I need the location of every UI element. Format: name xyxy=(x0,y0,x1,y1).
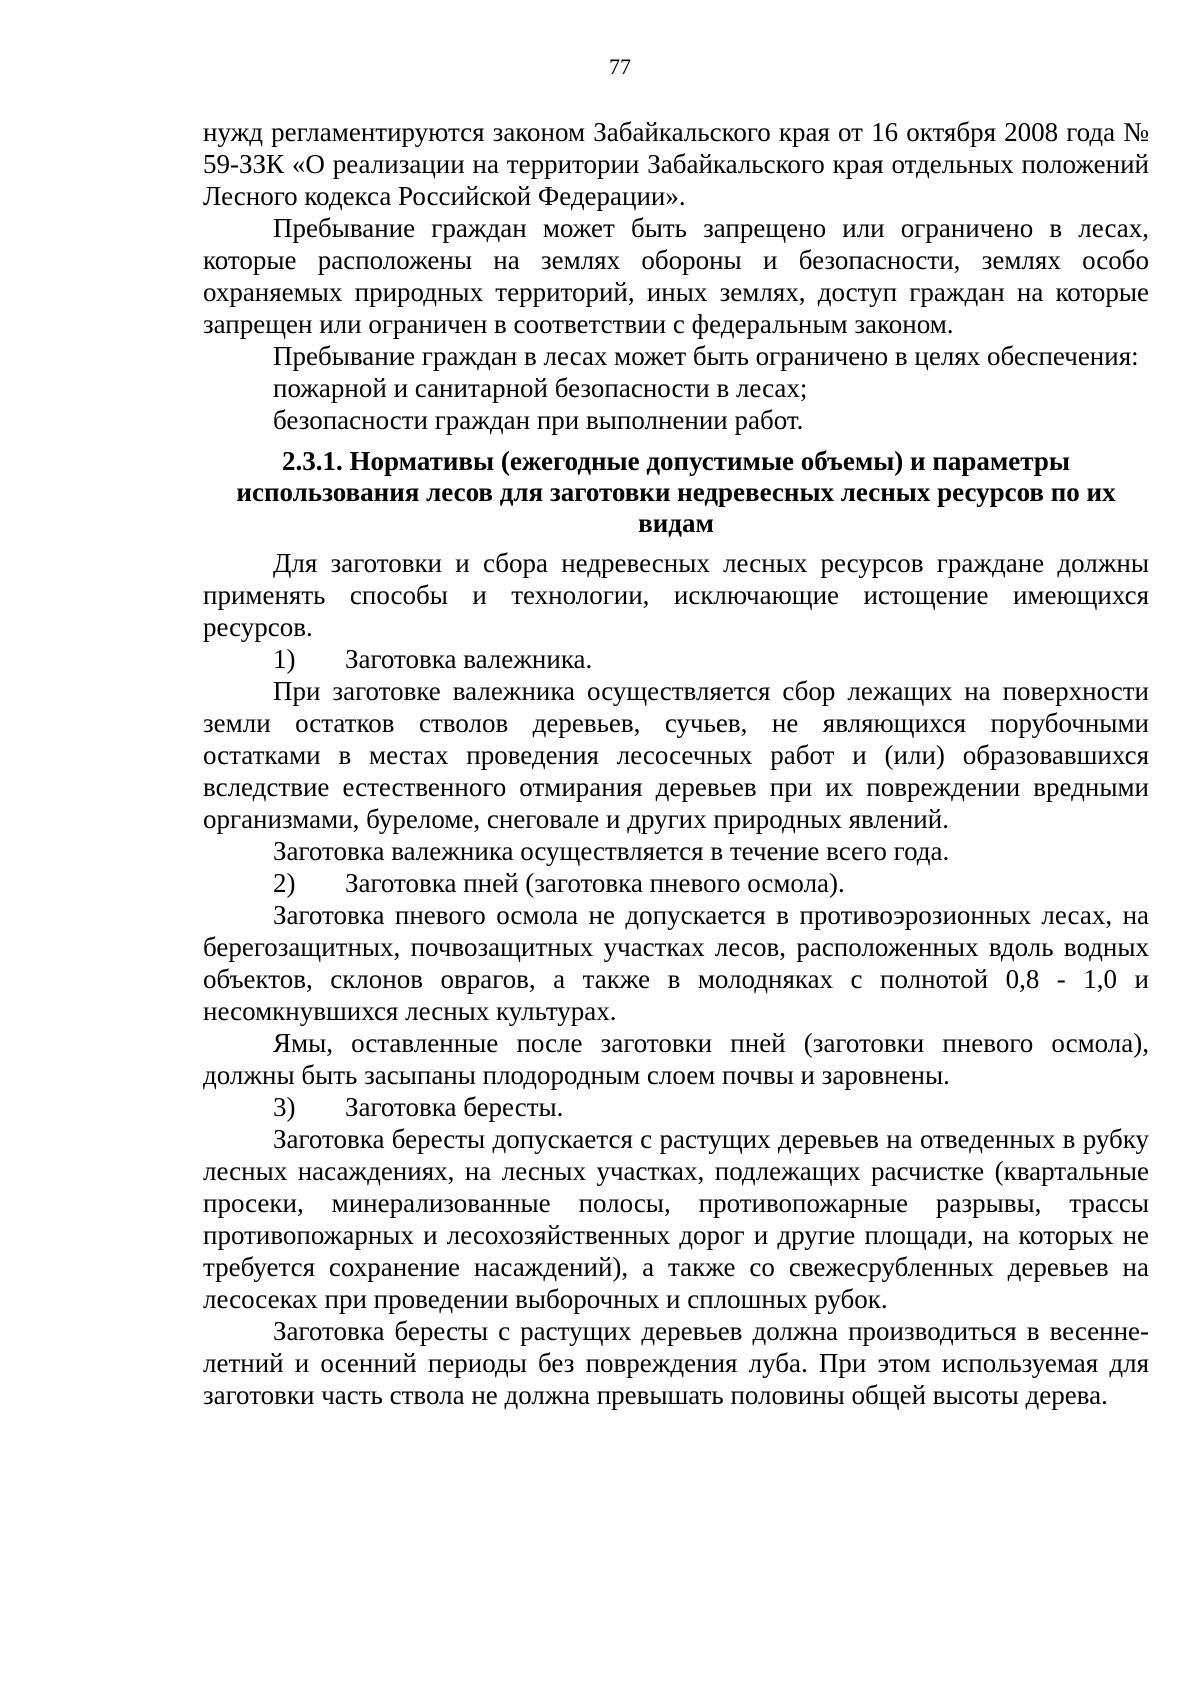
page-body xyxy=(203,116,1149,1411)
numbered-item-stumps xyxy=(203,867,1149,899)
paragraph-intro: нужд регламентируются законом Забайкальского края от 16 октября 2008 года № 59-ЗЗК «О реализации на территории Забайкальского края отдельных положений Лесного кодекса Российской Федерации». xyxy=(203,117,1149,211)
item-number: 3) xyxy=(273,1092,296,1122)
section-heading xyxy=(203,446,1149,539)
paragraph-stay-limited: Пребывание граждан в лесах может быть ограничено в целях обеспечения: xyxy=(273,341,1139,371)
paragraph-deadwood-period: Заготовка валежника осуществляется в течение всего года. xyxy=(273,836,950,866)
item-title: Заготовка бересты. xyxy=(345,1092,564,1122)
paragraph-methods: Для заготовки и сбора недревесных лесных ресурсов граждане должны применять способы и технологии, исключающие истощение имеющихся ресурсов. xyxy=(203,548,1149,642)
page-number: 77 xyxy=(609,54,631,79)
section-heading-line: видам xyxy=(638,508,714,538)
list-item-citizen-safety: безопасности граждан при выполнении работ. xyxy=(273,405,804,435)
list-item-fire-safety: пожарной и санитарной безопасности в лесах; xyxy=(273,373,808,403)
paragraph-stumps-pits: Ямы, оставленные после заготовки пней (заготовки пневого осмола), должны быть засыпаны плодородным слоем почвы и заровнены. xyxy=(203,1028,1149,1090)
section-heading-line: использования лесов для заготовки недревесных лесных ресурсов по их xyxy=(236,477,1116,507)
section-heading-line: 2.3.1. Нормативы (ежегодные допустимые объемы) и параметры xyxy=(282,446,1070,476)
paragraph-deadwood-description: При заготовке валежника осуществляется сбор лежащих на поверхности земли остатков стволов деревьев, сучьев, не являющихся порубочными остатками в местах проведения лесосечных работ и (или) образовавшихся вследствие естественного отмирания деревьев при их повреждении вредными организмами, буреломе, снеговале и других природных явлений. xyxy=(203,676,1149,834)
item-title: Заготовка пней (заготовка пневого осмола). xyxy=(345,868,845,898)
paragraph-stumps-restrictions: Заготовка пневого осмола не допускается в противоэрозионных лесах, на берегозащитных, почвозащитных участках лесов, расположенных вдоль водных объектов, склонов оврагов, а также в молодняках с полнотой 0,8 - 1,0 и несомкнувшихся лесных культурах. xyxy=(203,900,1149,1026)
paragraph-stay-prohibited: Пребывание граждан может быть запрещено или ограничено в лесах, которые расположены на землях обороны и безопасности, землях особо охраняемых природных территорий, иных землях, доступ граждан на которые запрещен или ограничен в соответствии с федеральным законом. xyxy=(203,213,1149,339)
paragraph-bark-season: Заготовка бересты с растущих деревьев должна производиться в весенне-летний и осенний периоды без повреждения луба. При этом используемая для заготовки часть ствола не должна превышать половины общей высоты дерева. xyxy=(203,1316,1149,1410)
item-number: 2) xyxy=(273,868,296,898)
item-title: Заготовка валежника. xyxy=(345,644,593,674)
item-number: 1) xyxy=(273,644,296,674)
paragraph-bark-allowed: Заготовка бересты допускается с растущих деревьев на отведенных в рубку лесных насаждениях, на лесных участках, подлежащих расчистке (квартальные просеки, минерализованные полосы, противопожарные разрывы, трассы противопожарных и лесохозяйственных дорог и другие площади, на которых не требуется сохранение насаждений), а также со свежесрубленных деревьев на лесосеках при проведении выборочных и сплошных рубок. xyxy=(203,1124,1149,1314)
numbered-item-birch-bark xyxy=(203,1091,1149,1123)
numbered-item-deadwood xyxy=(203,643,1149,675)
